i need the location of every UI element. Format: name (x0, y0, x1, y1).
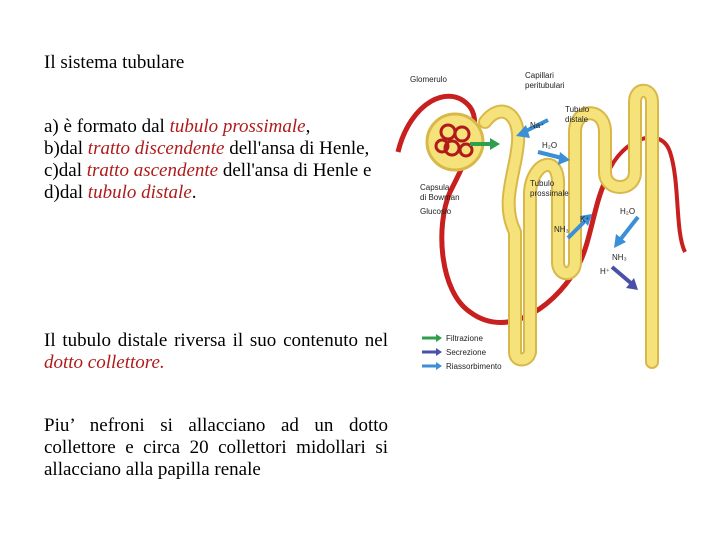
label-distale: distale (565, 115, 589, 124)
label-tubulo-distale: Tubulo (565, 105, 590, 114)
item-text: dell'ansa di Henle, (224, 138, 370, 159)
label-glucosio: Glucosio (420, 207, 452, 216)
label-h2o: H₂O (542, 141, 558, 150)
legend-label: Secrezione (446, 348, 487, 357)
legend-reabsorption (422, 362, 502, 371)
item-text: . (191, 182, 197, 203)
legend-label: Riassorbimento (446, 362, 502, 371)
label-k: K⁺ (580, 215, 590, 224)
legend-filtration (422, 334, 483, 343)
label-na: Na⁺ (530, 121, 545, 130)
item-text: a) è formato dal (44, 116, 170, 137)
nephron-paragraph: Piu’ nefroni si allacciano ad un dotto collettore e circa 20 collettori midollari si allacciano alla papilla renale (44, 415, 388, 480)
slide-title: Il sistema tubulare (44, 52, 185, 73)
reabsorption-arrow (614, 217, 638, 248)
collecting-duct-term: dotto collettore. (44, 352, 165, 373)
distal-tubule-paragraph (44, 330, 388, 374)
secretion-arrow (612, 267, 638, 290)
item-text: dell'ansa di Henle e (218, 160, 372, 181)
label-nh3-2: NH₃ (612, 253, 627, 262)
tubule-list (44, 116, 388, 204)
label-h2o-2: H₂O (620, 207, 636, 216)
item-text: d)dal (44, 182, 88, 203)
label-nh3: NH₃ (554, 225, 569, 234)
item-term: tratto discendente (87, 138, 225, 159)
label-tubulo-prossimale: Tubulo (530, 179, 555, 188)
nephron-diagram (390, 62, 700, 382)
label-di-bowman: di Bowman (420, 193, 460, 202)
paragraph-text: Il tubulo distale riversa il suo contenuto nel (44, 330, 388, 351)
legend (422, 334, 502, 371)
label-glomerulo: Glomerulo (410, 75, 447, 84)
list-item (44, 116, 388, 138)
list-item (44, 160, 374, 182)
item-term: tubulo distale (87, 182, 192, 203)
label-capsula: Capsula (420, 183, 450, 192)
list-item (44, 182, 388, 204)
label-h: H⁺ (600, 267, 610, 276)
label-capillari: Capillari (525, 71, 554, 80)
label-peritubulari: peritubulari (525, 81, 565, 90)
label-prossimale: prossimale (530, 189, 569, 198)
item-text: c)dal (44, 160, 87, 181)
item-term: tratto ascendente (86, 160, 219, 181)
legend-label: Filtrazione (446, 334, 483, 343)
item-text: , (305, 116, 311, 137)
item-text: b)dal (44, 138, 88, 159)
list-item (44, 138, 374, 160)
legend-secretion (422, 348, 487, 357)
item-term: tubulo prossimale (169, 116, 306, 137)
